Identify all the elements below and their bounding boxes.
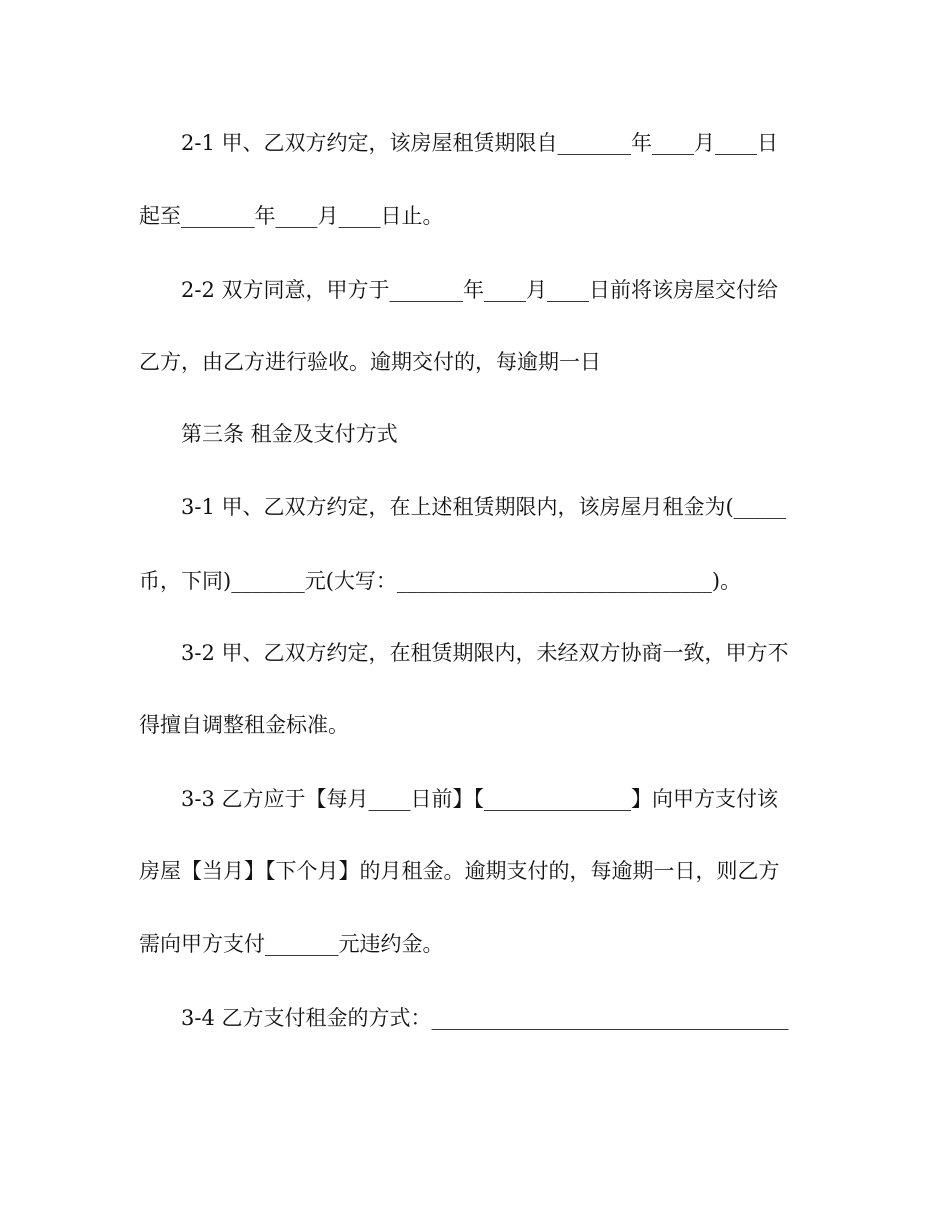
article-3-heading: 第三条 租金及支付方式 — [181, 422, 398, 446]
clause-3-3-line-1: 3-3 乙方应于【每月____日前】【______________】向甲方支付该 — [181, 787, 778, 811]
clause-2-2-line-2: 乙方，由乙方进行验收。逾期交付的，每逾期一日 — [139, 350, 601, 374]
clause-3-1-line-1: 3-1 甲、乙双方约定，在上述租赁期限内，该房屋月租金为(_____ — [181, 495, 787, 519]
clause-3-3-line-2: 房屋【当月】【下个月】的月租金。逾期支付的，每逾期一日，则乙方 — [139, 859, 780, 883]
clause-3-3-line-3: 需向甲方支付_______元违约金。 — [139, 932, 444, 956]
clause-3-2-line-1: 3-2 甲、乙双方约定，在租赁期限内，未经双方协商一致，甲方不 — [181, 641, 789, 665]
clause-3-2-line-2: 得擅自调整租金标准。 — [139, 713, 349, 737]
clause-3-4-line-1: 3-4 乙方支付租金的方式：__________________________________ — [181, 1006, 789, 1030]
clause-2-1-line-1: 2-1 甲、乙双方约定，该房屋租赁期限自_______年____月____日 — [181, 131, 778, 155]
clause-2-1-line-2: 起至_______年____月____日止。 — [139, 204, 444, 228]
clause-3-1-line-2: 币，下同)_______元(大写：______________________________)。 — [139, 569, 742, 593]
clause-2-2-line-1: 2-2 双方同意，甲方于_______年____月____日前将该房屋交付给 — [181, 278, 778, 302]
